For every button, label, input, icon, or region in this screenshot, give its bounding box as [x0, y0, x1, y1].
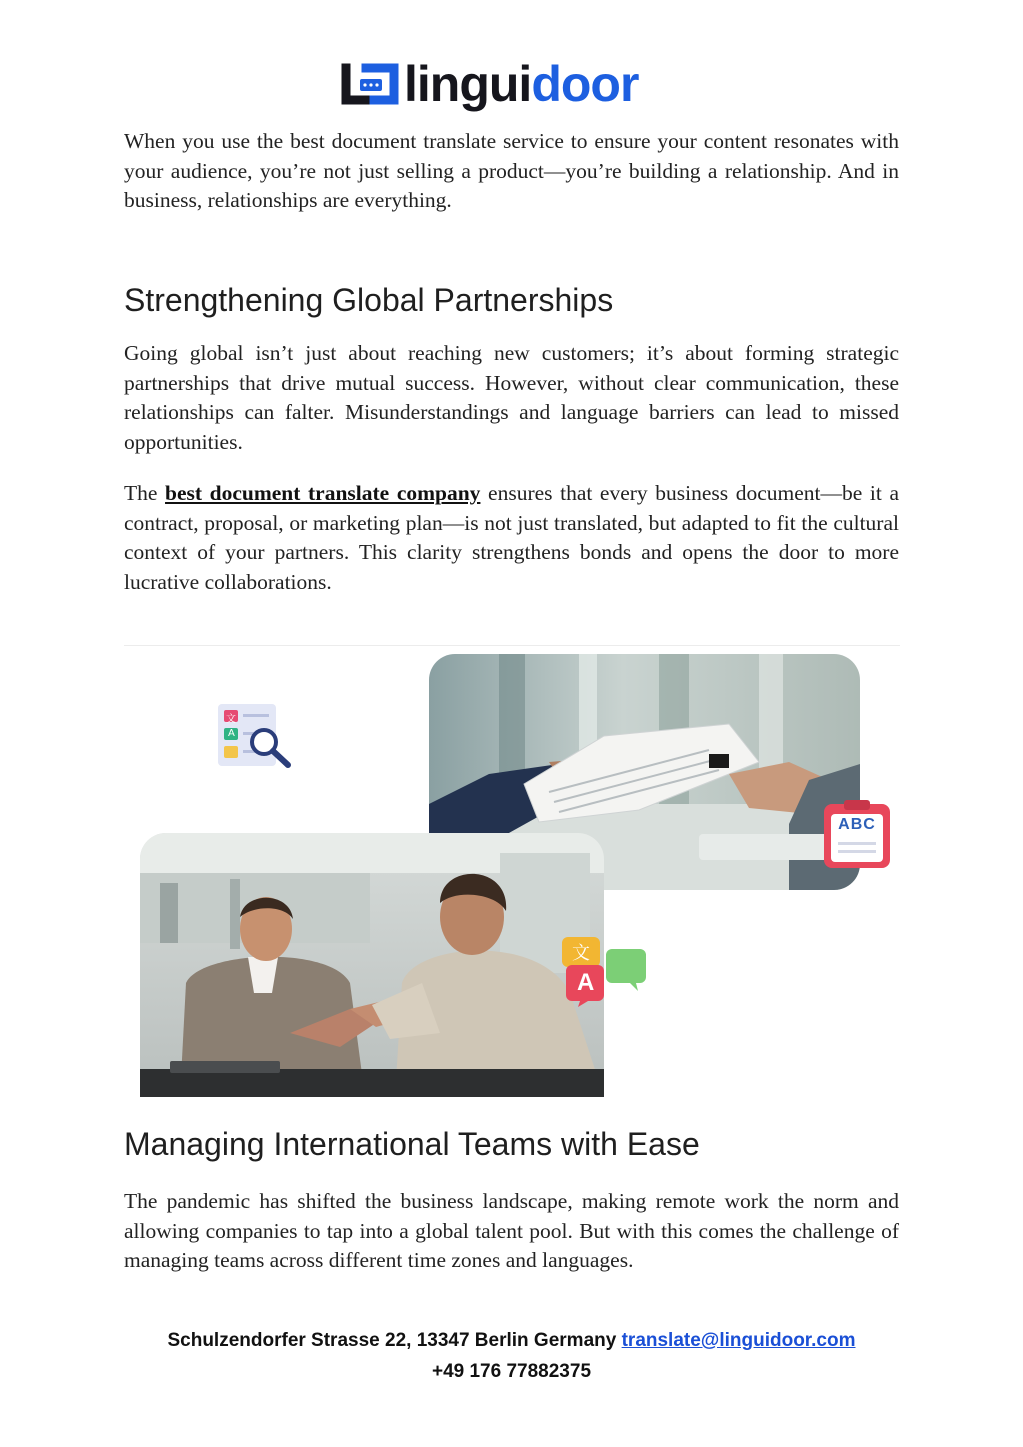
footer-phone: +49 176 77882375 [431, 1361, 592, 1382]
teams-paragraph-1: The pandemic has shifted the business landscape, making remote work the norm and allowing companies to tap into a global talent pool. But with this comes the challenge of managing teams across different time zones and languages. [124, 1189, 899, 1273]
section-heading-partnerships: Strengthening Global Partnerships [124, 282, 614, 318]
abc-label: ABC [838, 816, 876, 833]
bubble-char-label: 文 [572, 943, 590, 964]
footer-email-link[interactable]: translate@linguidoor.com [621, 1330, 856, 1351]
footer-contact-line [0, 1330, 1023, 1352]
letter-a-label: A [228, 728, 235, 739]
linguidoor-logo-icon [340, 62, 400, 106]
figure-divider [124, 645, 900, 646]
footer-address: Schulzendorfer Strasse 22, 13347 Berlin Germany [167, 1330, 622, 1351]
paragraph-text-after: ensures that every business document—be it a contract, proposal, or marketing plan—is not just translated, but adapted to fit the cultural context of your partners. This clarity strengthens bonds and opens the door to more lucrative collaborations. [124, 481, 899, 594]
best-translate-company-link[interactable]: best document translate company [165, 481, 481, 505]
section-heading-teams: Managing International Teams with Ease [124, 1126, 700, 1162]
language-bubbles-icon [560, 935, 650, 1007]
bubble-a-label: A [577, 969, 595, 996]
brand-logo [340, 52, 638, 116]
business-handshake-photo [140, 833, 604, 1097]
partnerships-paragraph-2 [124, 479, 899, 597]
paragraph-text-before: The [124, 481, 166, 505]
intro-paragraph: When you use the best document translate service to ensure your content resonates with your audience, you’re not just selling a product—you’re building a relationship. And in business, relationships are everything. [124, 129, 899, 213]
abc-clipboard-icon [822, 798, 892, 870]
brand-wordmark: linguidoor [404, 56, 639, 112]
translate-char-label: 文 [226, 714, 236, 725]
partnerships-paragraph-1: Going global isn’t just about reaching new customers; it’s about forming strategic partnerships that drive mutual success. However, without clear communication, these relationships can falter. Misunderstandings and language barriers can lead to missed opportunities. [124, 341, 899, 454]
handshake-illustration [124, 645, 900, 1097]
translation-document-icon [218, 702, 298, 772]
